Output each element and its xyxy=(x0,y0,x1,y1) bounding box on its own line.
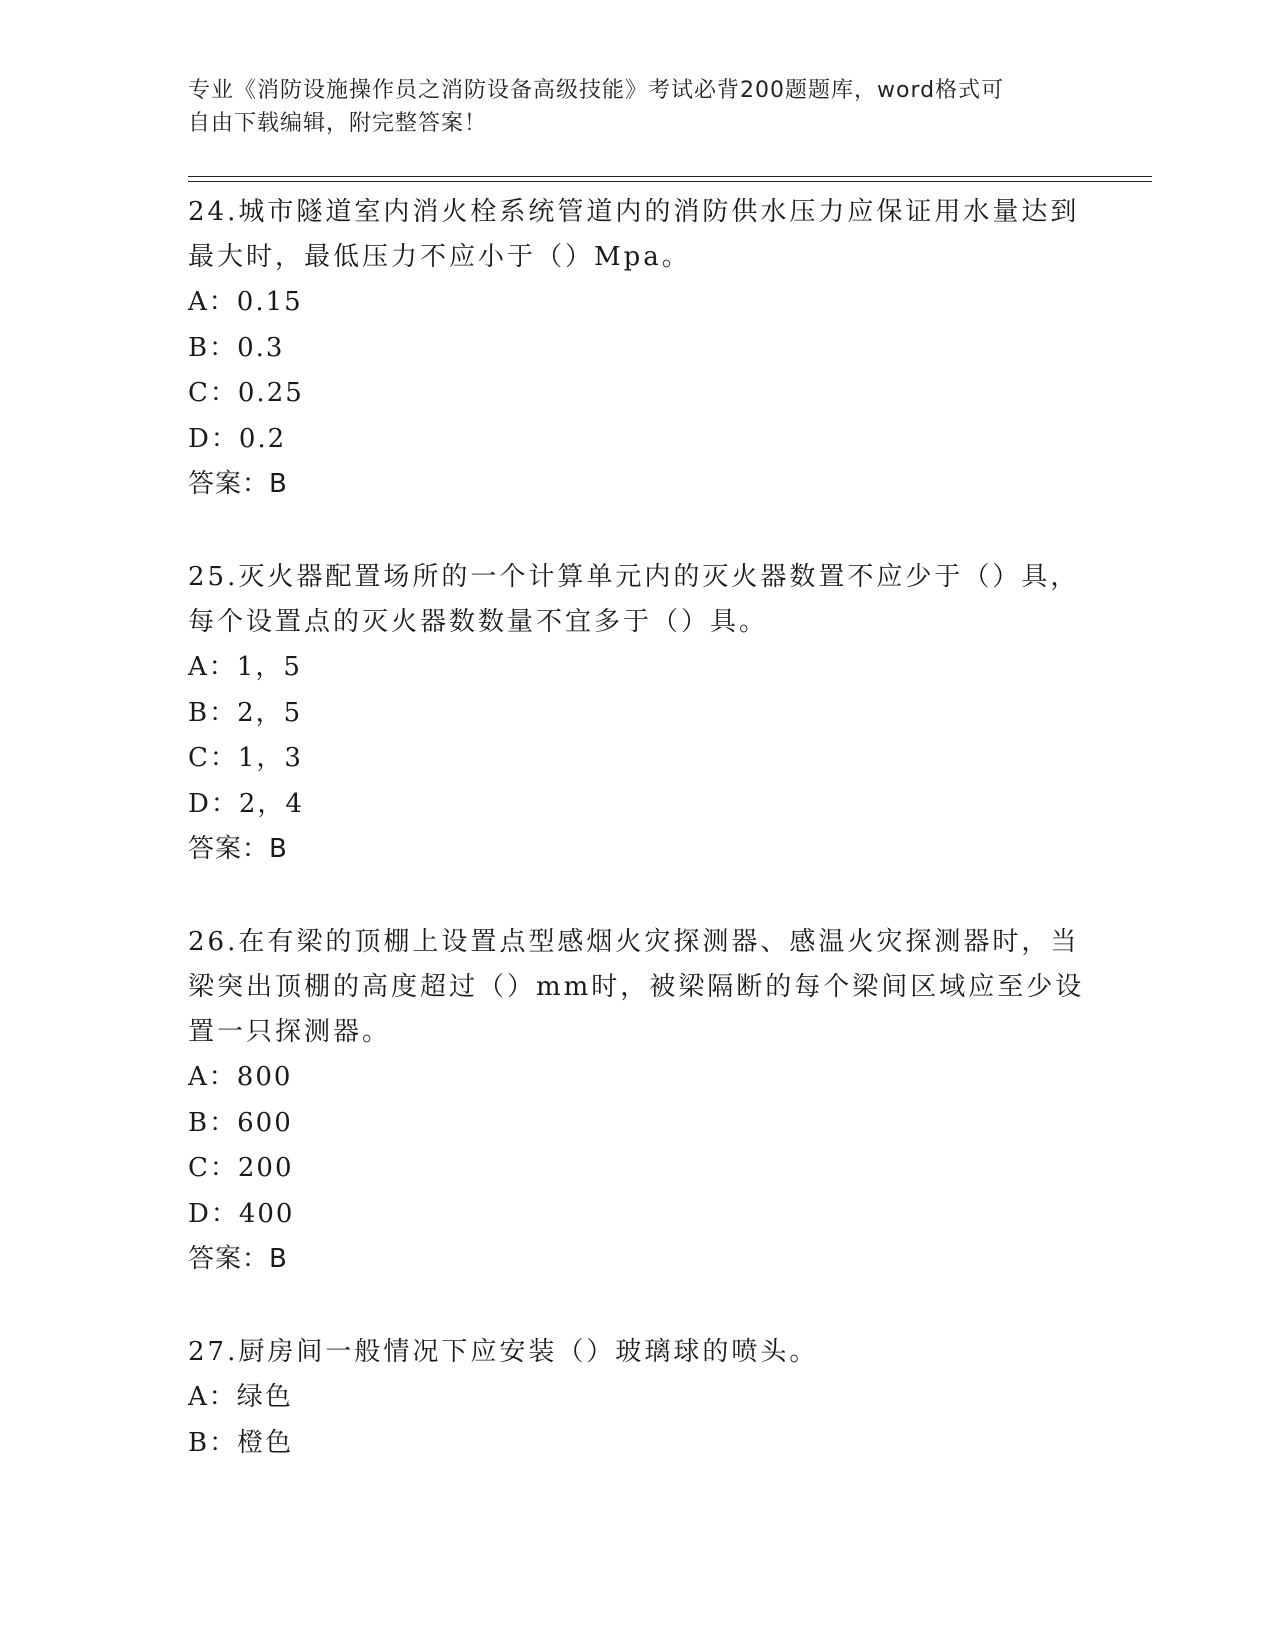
option-c: C：1，3 xyxy=(188,743,303,773)
option-b: B：0.3 xyxy=(188,332,285,363)
answer-label: 答案：B xyxy=(188,834,288,864)
header-line-1: 专业《消防设施操作员之消防设备高级技能》考试必背200题题库，word格式可 xyxy=(188,78,1005,103)
spacer xyxy=(188,872,1088,918)
option-a: A：绿色 xyxy=(188,1382,293,1412)
question-list xyxy=(188,188,1088,1466)
stem-line: 25.灭火器配置场所的一个计算单元内的灭火器数置不应少于（）具， xyxy=(188,562,1080,592)
question-stem xyxy=(188,918,1088,1055)
option-c: C：0.25 xyxy=(188,378,304,408)
question-stem xyxy=(188,553,1088,645)
option-b: B：2，5 xyxy=(188,697,303,728)
header-line-2: 自由下载编辑，附完整答案！ xyxy=(188,111,488,136)
question-stem xyxy=(188,188,1088,280)
answer-label: 答案：B xyxy=(188,1244,288,1274)
document-header xyxy=(188,74,1068,140)
option-c: C：200 xyxy=(188,1153,294,1183)
question-24 xyxy=(188,188,1088,507)
stem-line: 24.城市隧道室内消火栓系统管道内的消防供水压力应保证用水量达到 xyxy=(188,197,1080,227)
stem-line: 每个设置点的灭火器数数量不宜多于（）具。 xyxy=(188,607,769,637)
question-27 xyxy=(188,1328,1088,1466)
stem-line: 最大时，最低压力不应小于（）Mpa。 xyxy=(188,242,691,272)
header-divider-top xyxy=(188,176,1152,177)
option-a: A：800 xyxy=(188,1062,293,1092)
answer-label: 答案：B xyxy=(188,469,288,499)
option-b: B：橙色 xyxy=(188,1427,294,1458)
option-d: D：400 xyxy=(188,1198,295,1229)
stem-line: 置一只探测器。 xyxy=(188,1017,392,1047)
option-b: B：600 xyxy=(188,1107,293,1138)
spacer xyxy=(188,507,1088,553)
spacer xyxy=(188,1282,1088,1328)
option-d: D：0.2 xyxy=(188,423,287,454)
option-d: D：2，4 xyxy=(188,788,304,819)
stem-line: 27.厨房间一般情况下应安装（）玻璃球的喷头。 xyxy=(188,1337,819,1367)
question-stem xyxy=(188,1328,1088,1375)
option-a: A：0.15 xyxy=(188,287,303,317)
stem-line: 26.在有梁的顶棚上设置点型感烟火灾探测器、感温火灾探测器时，当 xyxy=(188,927,1080,957)
option-a: A：1，5 xyxy=(188,652,302,682)
stem-line: 梁突出顶棚的高度超过（）mm时，被梁隔断的每个梁间区域应至少设 xyxy=(188,972,1085,1002)
question-26 xyxy=(188,918,1088,1282)
question-25 xyxy=(188,553,1088,872)
header-divider-bottom xyxy=(188,181,1152,182)
